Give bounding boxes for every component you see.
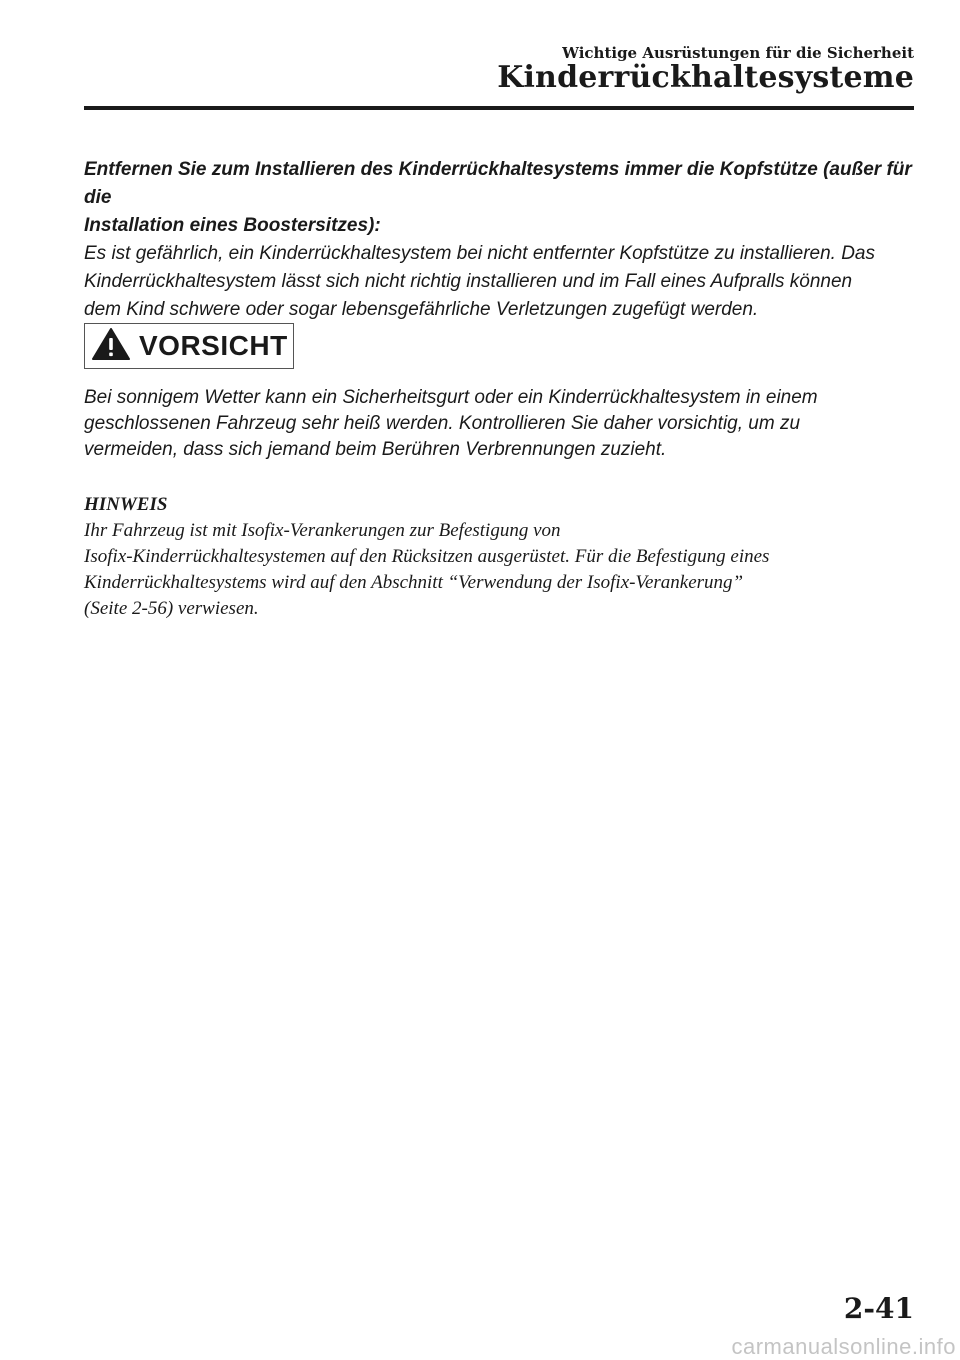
page-title: Kinderrückhaltesysteme: [497, 60, 914, 95]
caution-text-line-3: vermeiden, dass sich jemand beim Berühren Verbrennungen zuzieht.: [84, 439, 667, 460]
note-text-line-2: Isofix-Kinderrückhaltesystemen auf den Rücksitzen ausgerüstet. Für die Befestigung eines: [84, 546, 770, 567]
warning-text-line-2: Kinderrückhaltesystem lässt sich nicht richtig installieren und im Fall eines Aufpralls können: [84, 271, 853, 292]
warning-text: [84, 240, 916, 324]
section-subtitle: Wichtige Ausrüstungen für die Sicherheit: [562, 44, 914, 62]
watermark: carmanualsonline.info: [731, 1334, 956, 1359]
caution-text-line-2: geschlossenen Fahrzeug sehr heiß werden. Kontrollieren Sie daher vorsichtig, um zu: [84, 413, 801, 434]
warning-block: [84, 156, 916, 324]
header-divider: [84, 106, 914, 110]
note-block: [84, 492, 916, 622]
caution-text-line-1: Bei sonnigem Wetter kann ein Sicherheitsgurt oder ein Kinderrückhaltesystem in einem: [84, 387, 818, 408]
note-heading: HINWEIS: [84, 494, 168, 515]
warning-heading-line-2: Installation eines Boostersitzes):: [84, 215, 381, 236]
warning-heading-line-1: Entfernen Sie zum Installieren des Kinderrückhaltesystems immer die Kopfstütze (außer für die: [84, 159, 912, 208]
caution-label: VORSICHT: [139, 330, 288, 361]
warning-heading: [84, 156, 916, 240]
warning-text-line-3: dem Kind schwere oder sogar lebensgefährliche Verletzungen zugefügt werden.: [84, 299, 759, 320]
caution-text: [84, 385, 916, 463]
page-number: 2-41: [843, 1292, 914, 1325]
note-text: [84, 518, 916, 622]
note-text-line-3: Kinderrückhaltesystems wird auf den Abschnitt “Verwendung der Isofix-Verankerung”: [84, 572, 744, 593]
note-text-line-4: (Seite 2-56) verwiesen.: [84, 598, 259, 619]
caution-label-box: [84, 323, 294, 369]
warning-text-line-1: Es ist gefährlich, ein Kinderrückhaltesystem bei nicht entfernter Kopfstütze zu installieren. Das: [84, 243, 875, 264]
note-text-line-1: Ihr Fahrzeug ist mit Isofix-Verankerungen zur Befestigung von: [84, 520, 561, 541]
warning-triangle-icon: [91, 327, 131, 366]
